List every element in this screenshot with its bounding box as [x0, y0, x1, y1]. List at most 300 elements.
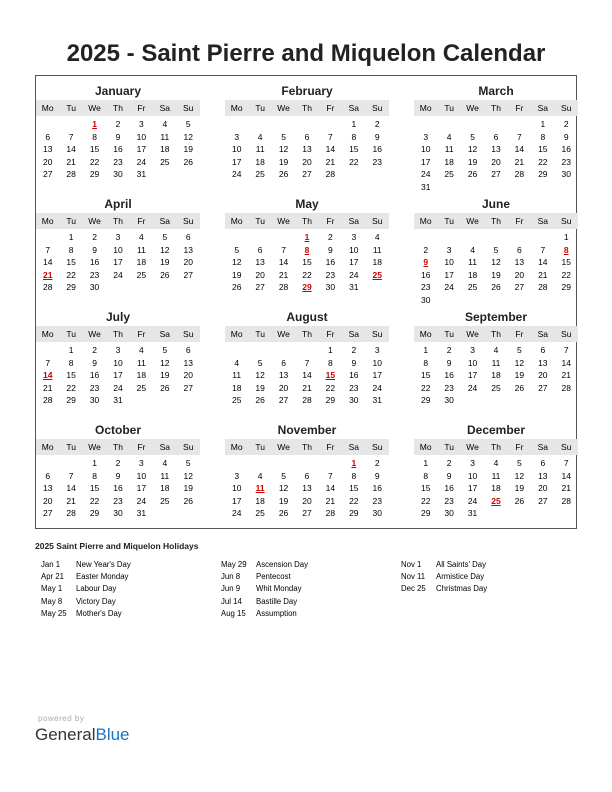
month-name: September — [464, 310, 528, 324]
day-cell: 24 — [231, 169, 242, 179]
day-cell: 5 — [493, 244, 499, 255]
day-cell: 28 — [66, 508, 76, 518]
week-row — [225, 382, 389, 395]
day-cell — [531, 231, 554, 244]
day-cell: 8 — [92, 131, 97, 142]
day-cell: 1 — [423, 345, 429, 355]
holiday-item — [41, 609, 131, 621]
day-cell — [36, 457, 59, 470]
weekday-label: Tu — [66, 329, 76, 339]
day-cell — [248, 457, 271, 470]
week-row — [36, 269, 200, 282]
day-cell — [484, 118, 507, 131]
day-cell: 2 — [92, 232, 97, 242]
holiday-column — [221, 560, 308, 621]
day-cell: 3 — [139, 119, 144, 129]
weekday-label: Sa — [159, 103, 171, 113]
weekday-label: Tu — [66, 216, 76, 226]
day-cell: 8 — [351, 131, 357, 142]
holiday-name: Victory Day — [76, 596, 116, 606]
month-name: August — [286, 310, 328, 324]
day-cell: 11 — [160, 131, 170, 142]
day-cell: 12 — [278, 483, 289, 493]
day-cell: 20 — [491, 156, 501, 167]
day-cell: 26 — [183, 495, 193, 506]
day-cell: 3 — [234, 470, 240, 481]
day-cell: 17 — [231, 495, 242, 506]
week-row — [36, 507, 200, 520]
weekday-label: Th — [302, 329, 312, 339]
day-cell: 14 — [514, 144, 525, 154]
holiday-day-cell: 21 — [42, 269, 53, 280]
week-row — [225, 507, 389, 520]
holiday-day-cell: 25 — [372, 269, 382, 280]
month-name: February — [281, 84, 333, 98]
day-cell: 4 — [234, 357, 240, 368]
day-cell: 14 — [561, 357, 571, 368]
day-cell — [59, 118, 82, 131]
day-cell: 1 — [328, 345, 333, 355]
weekday-label: Sa — [348, 329, 360, 339]
weekday-label: Tu — [66, 103, 76, 113]
week-row — [225, 357, 389, 370]
weekday-header — [225, 326, 389, 342]
week-row — [225, 244, 389, 257]
weekday-label: Th — [491, 103, 501, 113]
week-row — [225, 394, 389, 407]
weekday-label: Th — [491, 216, 501, 226]
weekday-label: We — [88, 103, 101, 113]
day-cell: 14 — [325, 483, 336, 493]
week-row — [225, 168, 389, 181]
holiday-day-cell: 29 — [302, 282, 312, 292]
day-cell: 21 — [561, 370, 571, 380]
holiday-name: Pentecost — [256, 572, 291, 582]
day-cell: 13 — [538, 470, 548, 481]
day-cell: 11 — [491, 357, 501, 368]
holiday-day-cell: 9 — [423, 257, 429, 267]
day-cell: 26 — [278, 169, 289, 179]
day-cell: 3 — [470, 458, 475, 468]
day-cell — [272, 344, 295, 357]
week-row — [36, 168, 200, 181]
day-cell: 12 — [231, 257, 242, 267]
day-cell: 5 — [162, 345, 168, 355]
day-cell — [177, 394, 200, 407]
day-cell: 5 — [234, 244, 240, 255]
week-row — [414, 482, 578, 495]
day-cell: 10 — [231, 144, 242, 154]
day-cell: 12 — [278, 144, 289, 154]
day-cell: 2 — [328, 232, 333, 242]
day-cell — [153, 281, 176, 294]
weekday-label: Su — [561, 216, 572, 226]
day-cell: 21 — [325, 495, 336, 506]
month-april — [36, 189, 200, 301]
weekday-label: Th — [491, 329, 501, 339]
day-cell: 15 — [420, 483, 431, 493]
day-cell: 4 — [162, 119, 168, 129]
month-name: December — [466, 423, 526, 437]
week-row — [414, 457, 578, 470]
day-cell: 22 — [302, 269, 312, 280]
day-cell: 28 — [42, 282, 53, 292]
day-cell — [366, 168, 389, 181]
day-cell: 2 — [446, 458, 452, 468]
day-cell: 20 — [514, 269, 525, 280]
day-cell: 24 — [113, 382, 123, 393]
day-cell: 24 — [467, 382, 478, 393]
day-cell: 1 — [68, 345, 74, 355]
week-row — [36, 394, 200, 407]
week-row — [414, 231, 578, 244]
day-cell: 3 — [115, 232, 121, 242]
weekday-label: Tu — [255, 329, 265, 339]
weekday-label: Tu — [66, 442, 76, 452]
day-cell: 10 — [467, 357, 478, 368]
day-cell — [414, 118, 437, 131]
month-august — [225, 302, 389, 414]
day-cell — [130, 394, 153, 407]
day-cell: 9 — [446, 357, 452, 368]
day-cell: 30 — [444, 395, 454, 405]
day-cell: 24 — [136, 156, 147, 167]
day-cell: 27 — [278, 395, 289, 405]
week-row — [414, 168, 578, 181]
weekday-label: Fr — [515, 329, 524, 339]
day-cell — [319, 457, 342, 470]
day-cell: 19 — [491, 269, 501, 280]
day-cell: 22 — [538, 156, 548, 167]
day-cell: 20 — [183, 370, 193, 380]
day-cell: 4 — [493, 458, 499, 468]
holidays-heading: 2025 Saint Pierre and Miquelon Holidays — [35, 541, 199, 551]
day-cell: 27 — [302, 169, 312, 179]
weekday-label: Tu — [444, 216, 454, 226]
day-cell: 17 — [444, 269, 454, 280]
day-cell: 30 — [420, 294, 431, 305]
month-name: October — [94, 423, 141, 437]
day-cell: 30 — [444, 508, 454, 518]
weekday-label: Mo — [419, 442, 432, 452]
weekday-header — [225, 439, 389, 455]
day-cell: 4 — [470, 244, 475, 255]
weekday-label: Sa — [159, 216, 171, 226]
day-cell: 14 — [302, 370, 312, 380]
day-cell: 9 — [115, 470, 121, 481]
holiday-day-cell: 15 — [325, 370, 336, 380]
day-cell: 26 — [183, 156, 193, 167]
day-cell: 20 — [42, 495, 53, 506]
weekday-label: Fr — [515, 442, 524, 452]
day-cell: 15 — [66, 257, 76, 267]
day-cell: 23 — [420, 282, 431, 292]
holiday-name: Ascension Day — [256, 560, 309, 569]
holiday-name: Labour Day — [76, 584, 117, 594]
day-cell: 13 — [183, 357, 193, 368]
day-cell: 12 — [255, 370, 265, 380]
day-cell: 11 — [136, 244, 146, 255]
weekday-label: Fr — [515, 216, 524, 226]
day-cell: 28 — [66, 169, 76, 179]
day-cell: 9 — [374, 470, 380, 481]
day-cell: 9 — [328, 244, 333, 255]
day-cell — [342, 168, 365, 181]
day-cell: 20 — [302, 495, 312, 506]
day-cell: 20 — [538, 483, 548, 493]
day-cell: 26 — [160, 382, 170, 393]
day-cell: 23 — [561, 156, 571, 167]
day-cell: 23 — [372, 495, 382, 506]
week-row — [225, 131, 389, 144]
weekday-label: Fr — [137, 329, 146, 339]
day-cell: 14 — [278, 257, 289, 267]
day-cell: 1 — [423, 458, 429, 468]
weekday-label: Su — [183, 442, 194, 452]
day-cell: 7 — [68, 131, 74, 142]
holiday-name: Mother's Day — [76, 608, 122, 618]
day-cell: 19 — [467, 156, 478, 167]
day-cell — [248, 344, 271, 357]
day-cell — [508, 507, 531, 520]
weekday-label: We — [277, 442, 290, 452]
day-cell: 11 — [444, 144, 454, 154]
weekday-label: Fr — [326, 103, 335, 113]
day-cell — [36, 344, 59, 357]
day-cell: 18 — [491, 370, 501, 380]
day-cell: 12 — [183, 470, 193, 481]
day-cell: 27 — [491, 169, 501, 179]
day-cell: 24 — [349, 269, 359, 280]
day-cell: 16 — [561, 144, 571, 154]
week-row — [225, 118, 389, 131]
day-cell: 10 — [467, 470, 478, 481]
day-cell: 13 — [278, 370, 289, 380]
day-cell: 13 — [491, 144, 501, 154]
weekday-header — [414, 326, 578, 342]
day-cell — [461, 118, 484, 131]
day-cell: 18 — [136, 370, 147, 380]
weekday-label: Sa — [537, 216, 549, 226]
day-cell: 8 — [423, 357, 429, 368]
day-cell: 6 — [185, 232, 191, 242]
day-cell: 27 — [302, 508, 312, 518]
day-cell — [508, 231, 531, 244]
page-title: 2025 - Saint Pierre and Miquelon Calendar — [66, 40, 546, 67]
month-name: May — [295, 197, 319, 211]
weekday-label: Th — [491, 442, 501, 452]
day-cell: 29 — [349, 508, 359, 518]
day-cell: 14 — [66, 483, 76, 493]
month-may — [225, 189, 389, 301]
day-cell: 20 — [278, 382, 289, 393]
day-cell: 25 — [160, 495, 170, 506]
day-cell: 18 — [160, 144, 170, 154]
day-cell — [272, 118, 295, 131]
day-cell: 19 — [183, 483, 193, 493]
week-row — [36, 143, 200, 156]
holiday-day-cell: 11 — [255, 483, 265, 493]
day-cell: 21 — [278, 269, 289, 280]
day-cell: 10 — [136, 470, 147, 481]
day-cell: 6 — [257, 244, 263, 255]
day-cell: 5 — [162, 232, 168, 242]
day-cell: 25 — [467, 282, 478, 292]
day-cell — [555, 394, 578, 407]
day-cell: 20 — [255, 269, 265, 280]
month-name: March — [478, 84, 514, 98]
day-cell: 30 — [372, 508, 382, 518]
calendar-grid — [35, 75, 577, 529]
day-cell: 12 — [160, 357, 170, 368]
day-cell — [508, 394, 531, 407]
week-row — [225, 369, 389, 382]
day-cell: 7 — [68, 470, 74, 481]
holiday-date: May 8 — [41, 596, 63, 606]
day-cell — [272, 457, 295, 470]
weekday-label: Th — [113, 216, 123, 226]
day-cell: 15 — [66, 370, 76, 380]
day-cell: 2 — [446, 345, 452, 355]
day-cell — [484, 231, 507, 244]
day-cell: 9 — [446, 470, 452, 481]
day-cell: 1 — [68, 232, 74, 242]
day-cell: 15 — [89, 144, 100, 154]
day-cell — [461, 394, 484, 407]
day-cell: 13 — [183, 244, 193, 255]
brand-blue: Blue — [95, 725, 130, 744]
day-cell: 14 — [538, 257, 548, 267]
day-cell: 11 — [232, 370, 242, 380]
week-row — [225, 482, 389, 495]
day-cell: 4 — [257, 131, 263, 142]
month-name: July — [105, 310, 130, 324]
day-cell — [484, 394, 507, 407]
week-row — [414, 357, 578, 370]
day-cell: 7 — [45, 357, 51, 368]
month-name: November — [277, 423, 337, 437]
weekday-label: Th — [302, 103, 312, 113]
week-row — [36, 131, 200, 144]
holiday-item — [401, 560, 487, 572]
weekday-label: Fr — [326, 442, 335, 452]
day-cell — [461, 231, 484, 244]
day-cell: 17 — [113, 370, 123, 380]
day-cell: 31 — [136, 508, 147, 518]
day-cell: 26 — [491, 282, 501, 292]
day-cell: 6 — [493, 131, 499, 142]
day-cell: 28 — [514, 169, 525, 179]
week-row — [414, 369, 578, 382]
week-row — [414, 394, 578, 407]
weekday-label: We — [88, 442, 101, 452]
day-cell: 5 — [281, 470, 286, 481]
week-row — [36, 369, 200, 382]
week-row — [36, 495, 200, 508]
day-cell: 6 — [304, 131, 310, 142]
holiday-name: All Saints' Day — [436, 560, 487, 569]
day-cell: 4 — [257, 470, 263, 481]
weekday-label: Mo — [41, 329, 54, 339]
weekday-label: Tu — [444, 103, 454, 113]
day-cell: 25 — [444, 169, 454, 179]
day-cell: 6 — [45, 131, 51, 142]
day-cell: 22 — [89, 495, 100, 506]
week-row — [36, 344, 200, 357]
day-cell: 23 — [325, 269, 336, 280]
day-cell: 11 — [468, 257, 477, 267]
day-cell: 5 — [281, 131, 286, 142]
day-cell: 6 — [540, 458, 546, 468]
day-cell: 3 — [351, 232, 357, 242]
week-row — [225, 344, 389, 357]
holiday-item — [41, 584, 131, 596]
weekday-label: We — [88, 329, 101, 339]
weekday-label: Sa — [348, 442, 360, 452]
week-row — [225, 256, 389, 269]
day-cell: 3 — [446, 244, 452, 255]
holiday-date: May 1 — [41, 584, 63, 594]
day-cell — [177, 507, 200, 520]
weekday-label: Mo — [419, 216, 432, 226]
weekday-label: Th — [302, 216, 312, 226]
day-cell: 8 — [351, 470, 357, 481]
holiday-item — [221, 597, 308, 609]
day-cell: 16 — [444, 483, 454, 493]
day-cell: 11 — [372, 244, 382, 255]
day-cell: 19 — [255, 382, 265, 393]
day-cell — [177, 168, 200, 181]
day-cell: 18 — [372, 257, 382, 267]
day-cell — [366, 281, 389, 294]
day-cell — [272, 231, 295, 244]
weekday-label: Su — [372, 216, 383, 226]
day-cell: 2 — [374, 119, 380, 129]
day-cell — [106, 281, 129, 294]
day-cell: 8 — [328, 357, 333, 368]
day-cell: 17 — [372, 370, 382, 380]
day-cell: 12 — [467, 144, 478, 154]
day-cell: 28 — [325, 508, 336, 518]
day-cell: 18 — [444, 156, 454, 167]
holiday-date: May 25 — [41, 608, 67, 618]
day-cell: 16 — [113, 144, 123, 154]
week-row — [414, 131, 578, 144]
day-cell: 16 — [420, 269, 431, 280]
weekday-label: Sa — [537, 329, 549, 339]
holiday-name: Assumption — [256, 608, 297, 618]
weekday-label: Su — [561, 329, 572, 339]
weekday-label: Su — [372, 103, 383, 113]
weekday-label: Su — [561, 442, 572, 452]
day-cell: 11 — [255, 144, 265, 154]
day-cell: 4 — [446, 131, 452, 142]
day-cell: 7 — [45, 244, 51, 255]
day-cell: 18 — [255, 495, 265, 506]
weekday-label: Fr — [137, 103, 146, 113]
day-cell: 22 — [349, 495, 359, 506]
day-cell: 23 — [349, 382, 359, 393]
day-cell: 17 — [113, 257, 123, 267]
day-cell: 15 — [89, 483, 100, 493]
week-row — [36, 382, 200, 395]
day-cell: 5 — [470, 131, 475, 142]
day-cell: 18 — [491, 483, 501, 493]
holiday-column — [41, 560, 131, 621]
day-cell — [295, 118, 318, 131]
day-cell: 6 — [540, 345, 546, 355]
weekday-label: Mo — [41, 216, 54, 226]
